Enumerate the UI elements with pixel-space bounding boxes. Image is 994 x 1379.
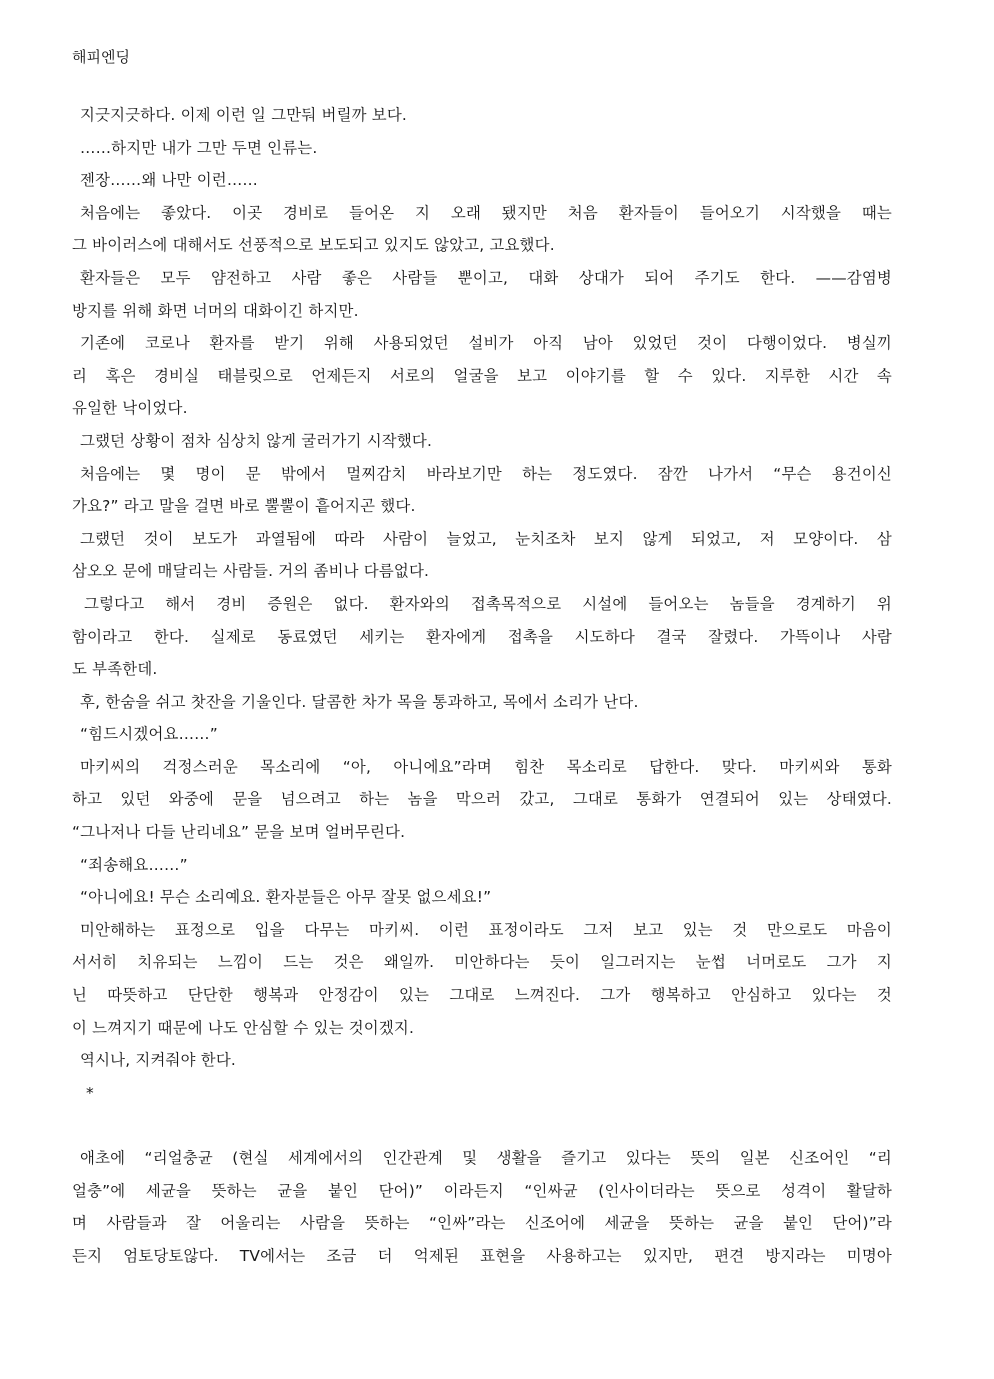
text-line: 하고 있던 와중에 문을 넘으려고 하는 놈을 막으러 갔고, 그대로 통화가 연결되어 있는 상태였다. <box>72 790 892 809</box>
text-line: “힘드시겠어요……” <box>80 725 218 744</box>
text-line: 처음에는 몇 명이 문 밖에서 멀찌감치 바라보기만 하는 정도였다. 잠깐 나가서 “무슨 용건이신 <box>80 464 892 483</box>
text-line: 그 바이러스에 대해서도 선풍적으로 보도되고 있지도 않았고, 고요했다. <box>72 236 555 255</box>
text-line: 유일한 낙이었다. <box>72 399 188 418</box>
document-title: 해피엔딩 <box>72 48 130 66</box>
text-line: 그랬던 것이 보도가 과열됨에 따라 사람이 늘었고, 눈치조차 보지 않게 되었고, 저 모양이다. 삼 <box>80 529 892 548</box>
text-line: 함이라고 한다. 실제로 동료였던 세키는 환자에게 접촉을 시도하다 결국 잘렸다. 가뜩이나 사람 <box>72 627 892 646</box>
text-line: 그랬던 상황이 점차 심상치 않게 굴러가기 시작했다. <box>80 431 433 450</box>
text-line: 든지 엄토당토않다. TV에서는 조금 더 억제된 표현을 사용하고는 있지만, 편견 방지라는 미명아 <box>72 1246 892 1265</box>
text-line: “그나저나 다들 난리네요” 문을 보며 얼버무린다. <box>72 823 406 842</box>
text-line: 도 부족한데. <box>72 660 158 679</box>
text-line: 닌 따뜻하고 단단한 행복과 안정감이 있는 그대로 느껴진다. 그가 행복하고 안심하고 있다는 것 <box>72 986 892 1005</box>
text-line: 방지를 위해 화면 너머의 대화이긴 하지만. <box>72 301 359 320</box>
text-line: ……하지만 내가 그만 두면 인류는. <box>80 138 318 157</box>
text-line: 마키씨의 걱정스러운 목소리에 “아, 아니에요”라며 힘찬 목소리로 답한다. 맞다. 마키씨와 통화 <box>80 757 892 776</box>
text-line: 미안해하는 표정으로 입을 다무는 마키씨. 이런 표정이라도 그저 보고 있는 것 만으로도 마음이 <box>80 920 892 939</box>
text-line: 얼충”에 세균을 뜻하는 균을 붙인 단어)” 이라든지 “인싸균 (인사이더라는 뜻으로 성격이 활달하 <box>72 1181 892 1200</box>
text-line: 며 사람들과 잘 어울리는 사람을 뜻하는 “인싸”라는 신조어에 세균을 뜻하는 균을 붙인 단어)”라 <box>72 1214 892 1233</box>
blank-line <box>72 1109 892 1142</box>
text-line: 역시나, 지켜줘야 한다. <box>80 1051 236 1070</box>
text-line: 삼오오 문에 매달리는 사람들. 거의 좀비나 다름없다. <box>72 562 430 581</box>
text-line: 지긋지긋하다. 이제 이런 일 그만둬 버릴까 보다. <box>80 106 408 124</box>
text-line: 후, 한숨을 쉬고 찻잔을 기울인다. 달콤한 차가 목을 통과하고, 목에서 소리가 난다. <box>80 692 639 711</box>
section-separator: * <box>86 1083 94 1102</box>
text-line: 서서히 치유되는 느낌이 드는 것은 왜일까. 미안하다는 듯이 일그러지는 눈썹 너머로도 그가 지 <box>72 953 892 972</box>
text-line: 이 느껴지기 때문에 나도 안심할 수 있는 것이겠지. <box>72 1018 415 1037</box>
text-line: “죄송해요……” <box>80 855 188 874</box>
text-line: 처음에는 좋았다. 이곳 경비로 들어온 지 오래 됐지만 처음 환자들이 들어오기 시작했을 때는 <box>80 203 892 222</box>
text-line: 젠장……왜 나만 이런…… <box>80 171 259 190</box>
text-line: “아니에요! 무슨 소리예요. 환자분들은 아무 잘못 없으세요!” <box>80 888 492 907</box>
text-line: 가요?” 라고 말을 걸면 바로 뿔뿔이 흩어지곤 했다. <box>72 497 416 516</box>
text-line: 리 혹은 경비실 태블릿으로 언제든지 서로의 얼굴을 보고 이야기를 할 수 있다. 지루한 시간 속 <box>72 366 892 385</box>
text-line: 기존에 코로나 환자를 받기 위해 사용되었던 설비가 아직 남아 있었던 것이 다행이었다. 병실끼 <box>80 334 892 353</box>
text-line: 그렇다고 해서 경비 증원은 없다. 환자와의 접촉목적으로 시설에 들어오는 놈들을 경계하기 위 <box>84 594 892 613</box>
text-line: 환자들은 모두 얌전하고 사람 좋은 사람들 뿐이고, 대화 상대가 되어 주기도 한다. ——감염병 <box>80 268 892 287</box>
document-body <box>72 99 892 1272</box>
text-line: 애초에 “리얼충균 (현실 세계에서의 인간관계 및 생활을 즐기고 있다는 뜻의 일본 신조어인 “리 <box>80 1149 892 1167</box>
